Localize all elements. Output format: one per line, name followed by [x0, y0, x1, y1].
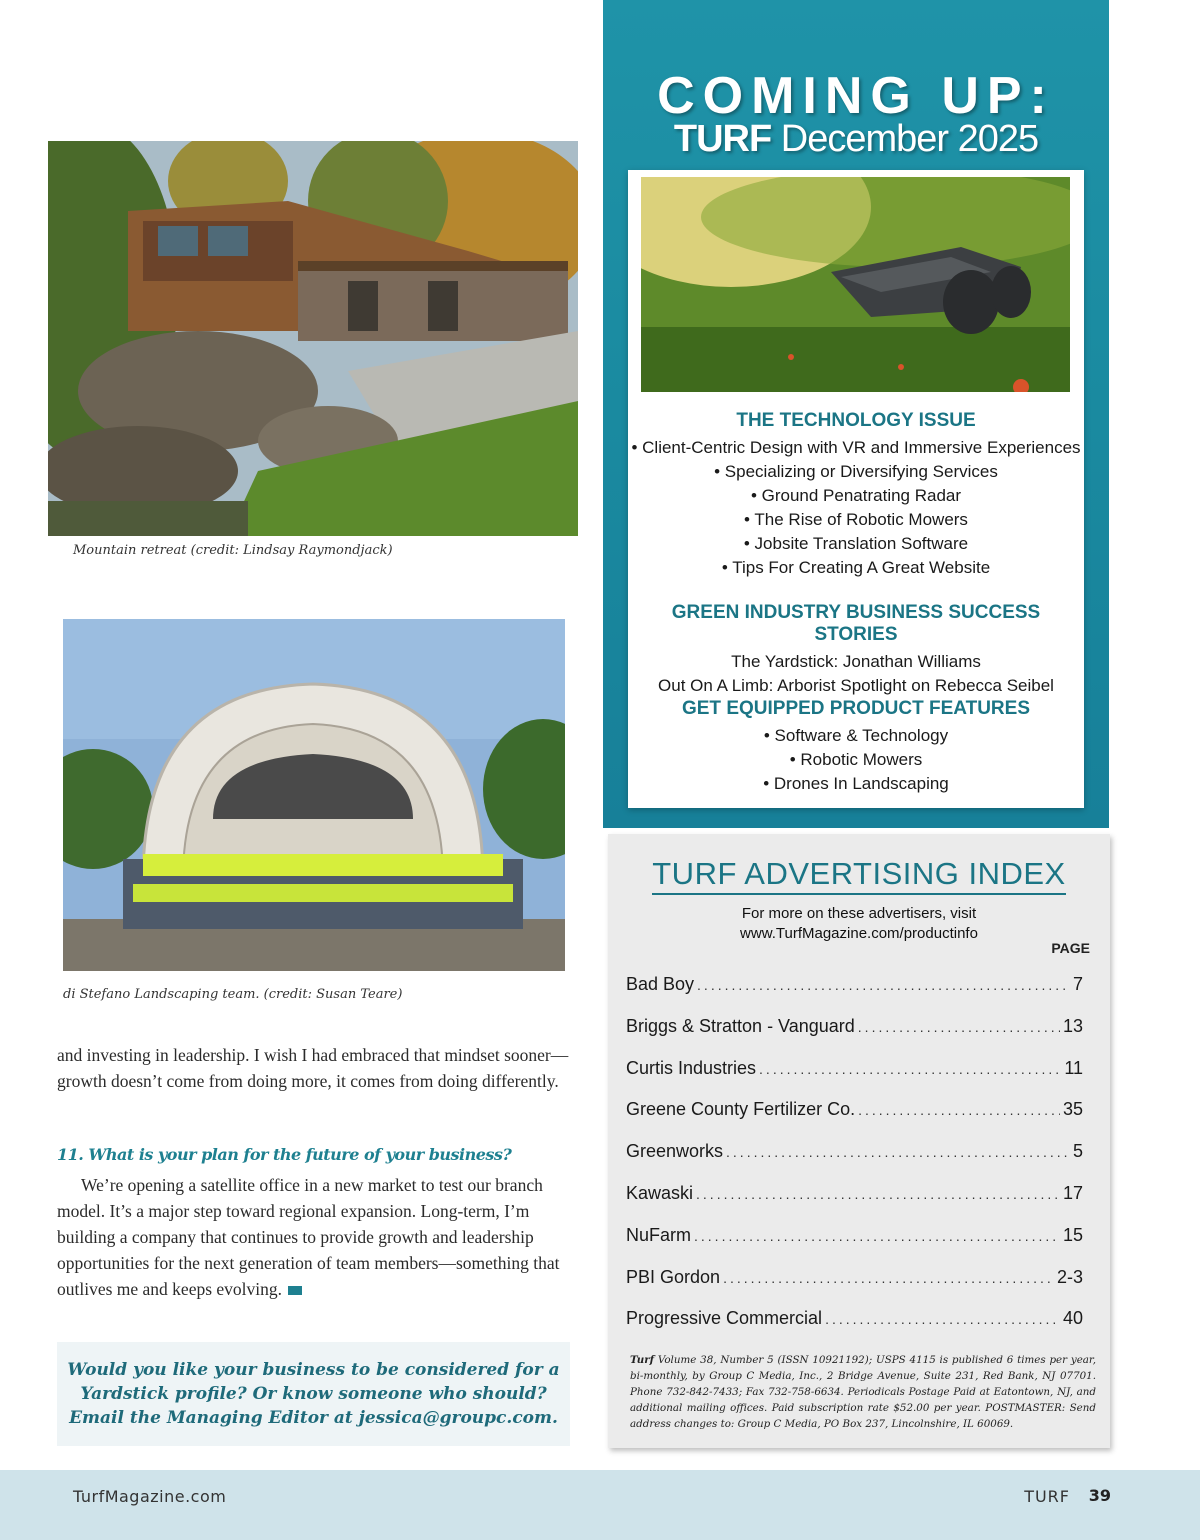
yardstick-cta-box: [57, 1342, 570, 1446]
photo2-caption: di Stefano Landscaping team. (credit: Susan Teare): [63, 987, 403, 1002]
section-line: • Ground Penatrating Radar: [750, 486, 962, 505]
team-dome-illustration: [63, 619, 565, 971]
advertiser-page: 17: [1062, 1182, 1083, 1203]
advertiser-row: [626, 1225, 1083, 1267]
advertiser-name: Progressive Commercial: [626, 1308, 823, 1329]
section-line: • Robotic Mowers: [789, 750, 923, 769]
robotic-mower-illustration: [641, 177, 1070, 392]
mountain-retreat-illustration: [48, 141, 578, 536]
advertiser-name: Bad Boy: [626, 974, 695, 994]
ad-index-title-text: TURF ADVERTISING INDEX: [652, 856, 1066, 895]
ad-index-title: [608, 856, 1110, 892]
footer-website-link[interactable]: TurfMagazine.com: [73, 1487, 227, 1506]
section-line: • Specializing or Diversifying Services: [714, 462, 998, 481]
team-dome-photo: [63, 619, 565, 971]
advertiser-name: Greene County Fertilizer Co.: [626, 1099, 856, 1120]
section-line: • Drones In Landscaping: [763, 774, 949, 793]
advertiser-page: 40: [1062, 1308, 1083, 1329]
advertising-index: [608, 834, 1110, 1448]
advertiser-name: Briggs & Stratton - Vanguard: [626, 1015, 855, 1036]
success-stories-section: [628, 602, 1084, 698]
coming-up-card: [628, 170, 1084, 808]
advertiser-page: 5: [1072, 1141, 1083, 1162]
section-heading: GET EQUIPPED PRODUCT FEATURES: [681, 698, 1030, 719]
advertiser-row: [626, 1141, 1083, 1183]
publication-statement: [630, 1352, 1096, 1432]
dot-leader: [858, 1102, 1060, 1118]
subtitle-brand: TURF: [673, 118, 772, 160]
ad-index-note: [608, 904, 1110, 944]
section-line: The Yardstick: Jonathan Williams: [731, 652, 981, 671]
robotic-mower-photo: [641, 177, 1070, 392]
answer-text: We’re opening a satellite office in a new market to test our branch model. It’s a major step toward regional expansion. Long-term, I’m building a company that continues to provide growth and leadership opportunities for the next generation of team members—something that outlives me and keeps evolving.: [57, 1175, 560, 1299]
coming-up-subtitle: [603, 118, 1109, 161]
dot-leader: [696, 1186, 1060, 1202]
cta-line: Would you like your business to be considered for a: [67, 1360, 560, 1380]
section-line: • Jobsite Translation Software: [743, 534, 969, 553]
subtitle-date: December 2025: [771, 118, 1039, 160]
dot-leader: [694, 1228, 1060, 1244]
article-end-mark-icon: [288, 1286, 302, 1295]
cta-text: [67, 1358, 559, 1430]
advertiser-list: [626, 974, 1083, 1350]
advertiser-row: [626, 1016, 1083, 1058]
dot-leader: [723, 1270, 1054, 1286]
legal-text: Volume 38, Number 5 (ISSN 10921192); USPS 4115 is published 6 times per year, bi-monthly, by Group C Media, Inc., 2 Bridge Avenue, Suite 231, Red Bank, NJ 07701. Phone 732-842-7433; Fax 732-758-6634. Periodicals Postage Paid at Eatontown, NJ, and additional mailing offices. Paid subscription rate $52.00 per year. POSTMASTER: Send address changes to: Group C Media, PO Box 237, Lincolnshire, IL 60069.: [630, 1354, 1096, 1430]
advertiser-name: Kawaski: [626, 1182, 694, 1203]
photo1-caption: Mountain retreat (credit: Lindsay Raymondjack): [73, 543, 393, 558]
footer-magazine-name: TURF: [1024, 1487, 1070, 1506]
ad-index-link[interactable]: www.TurfMagazine.com/productinfo: [740, 925, 978, 942]
dot-leader: [825, 1311, 1060, 1327]
coming-up-panel: [603, 0, 1109, 828]
cta-line: Yardstick profile? Or know someone who should?: [80, 1384, 547, 1404]
advertiser-page: 35: [1062, 1099, 1083, 1120]
coming-up-title: COMING UP:: [657, 67, 1055, 125]
section-line: • Software & Technology: [763, 726, 949, 745]
advertiser-page: 13: [1062, 1015, 1083, 1036]
advertiser-row: [626, 1267, 1083, 1309]
advertiser-row: [626, 1308, 1083, 1350]
legal-brand: Turf: [630, 1354, 655, 1366]
advertiser-name: Greenworks: [626, 1141, 724, 1162]
ad-note-line: For more on these advertisers, visit: [741, 905, 977, 922]
advertiser-name: Curtis Industries: [626, 1057, 757, 1078]
advertiser-name: PBI Gordon: [626, 1266, 721, 1287]
dot-leader: [759, 1061, 1061, 1077]
advertiser-name: NuFarm: [626, 1224, 692, 1245]
section-line: Out On A Limb: Arborist Spotlight on Rebecca Seibel: [658, 676, 1054, 695]
dot-leader: [726, 1144, 1070, 1160]
advertiser-page: 15: [1062, 1224, 1083, 1245]
advertiser-row: [626, 1099, 1083, 1141]
advertiser-row: [626, 974, 1083, 1016]
dot-leader: [858, 1019, 1060, 1035]
page-number: 39: [1088, 1486, 1111, 1505]
section-heading: GREEN INDUSTRY BUSINESS SUCCESS STORIES: [671, 602, 1041, 645]
section-line: • Tips For Creating A Great Website: [721, 558, 991, 577]
section-line: • Client-Centric Design with VR and Immersive Experiences: [631, 438, 1081, 457]
advertiser-row: [626, 1058, 1083, 1100]
cta-line: Email the Managing Editor at jessica@groupc.com.: [69, 1408, 558, 1428]
mountain-retreat-photo: [48, 141, 578, 536]
dot-leader: [697, 977, 1070, 993]
article-paragraph-answer: [57, 1172, 569, 1302]
page-footer: [0, 1470, 1200, 1540]
advertiser-page: 11: [1064, 1057, 1083, 1078]
article-paragraph: and investing in leadership. I wish I had embraced that mindset sooner—growth doesn’t come from doing more, it comes from doing differently.: [57, 1045, 569, 1091]
page-column-header: PAGE: [1051, 940, 1090, 956]
technology-issue-section: [628, 410, 1084, 580]
advertiser-row: [626, 1183, 1083, 1225]
section-line: • The Rise of Robotic Mowers: [744, 510, 968, 529]
product-features-section: [628, 698, 1084, 796]
advertiser-page: 2-3: [1056, 1266, 1083, 1287]
advertiser-page: 7: [1072, 974, 1083, 994]
interview-question: 11. What is your plan for the future of your business?: [57, 1145, 512, 1164]
section-heading: THE TECHNOLOGY ISSUE: [736, 410, 976, 431]
